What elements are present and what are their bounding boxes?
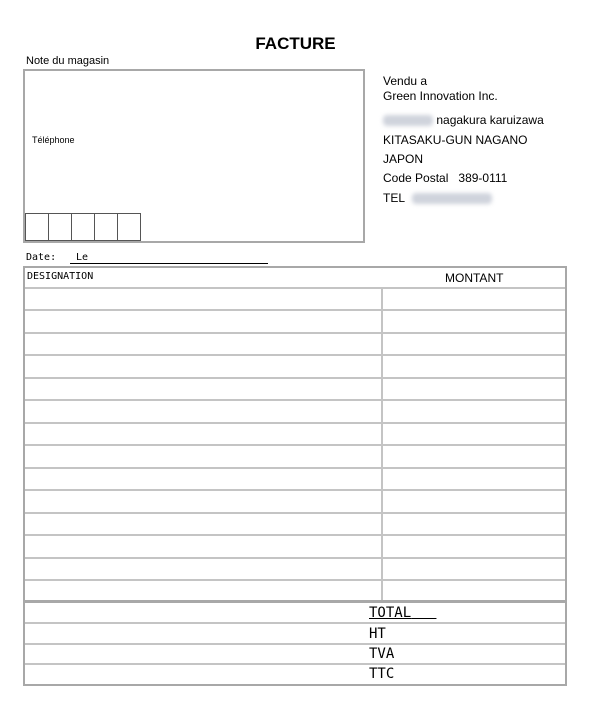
row-divider — [25, 377, 565, 379]
code-boxes — [25, 213, 140, 241]
tel-line — [383, 191, 492, 205]
date-prefix: Le — [76, 252, 89, 263]
row-divider — [25, 557, 565, 559]
redacted-text — [412, 193, 492, 204]
row-divider — [25, 422, 565, 424]
row-divider — [25, 467, 565, 469]
street-text: nagakura karuizawa — [436, 113, 544, 127]
row-divider — [25, 332, 565, 334]
row-divider — [25, 287, 565, 289]
ttc-label: TTC — [369, 666, 395, 682]
district-line: KITASAKU-GUN NAGANO — [383, 133, 528, 147]
sold-to-block — [383, 74, 498, 104]
designation-header: DESIGNATION — [27, 271, 94, 282]
row-divider — [25, 309, 565, 311]
store-note-box — [23, 69, 365, 243]
code-box — [25, 213, 49, 241]
phone-label: Téléphone — [32, 135, 75, 145]
postal-code: 389-0111 — [458, 171, 508, 185]
code-box — [48, 213, 72, 241]
items-table — [23, 266, 567, 686]
totals-separator — [25, 600, 565, 603]
street-line — [383, 113, 544, 127]
row-divider — [25, 444, 565, 446]
code-box — [94, 213, 118, 241]
row-divider — [25, 643, 565, 645]
row-divider — [25, 622, 565, 624]
column-divider — [381, 288, 383, 600]
row-divider — [25, 399, 565, 401]
postal-line — [383, 171, 507, 185]
row-divider — [25, 534, 565, 536]
ht-label: HT — [369, 626, 386, 642]
total-label: TOTAL — [369, 605, 412, 621]
row-divider — [25, 354, 565, 356]
tel-label: TEL — [383, 191, 405, 205]
date-underline — [70, 263, 268, 264]
date-label: Date: — [26, 252, 57, 263]
company-name: Green Innovation Inc. — [383, 89, 498, 103]
row-divider — [25, 663, 565, 665]
postal-label: Code Postal — [383, 171, 449, 185]
code-box — [71, 213, 95, 241]
row-divider — [25, 489, 565, 491]
code-box — [117, 213, 141, 241]
row-divider — [25, 512, 565, 514]
country-line: JAPON — [383, 152, 424, 166]
redacted-text — [383, 115, 433, 126]
amount-header: MONTANT — [445, 271, 504, 285]
row-divider — [25, 579, 565, 581]
invoice-title: FACTURE — [255, 34, 336, 53]
tva-label: TVA — [369, 646, 395, 662]
sold-to-label: Vendu a — [383, 74, 428, 88]
store-note-label: Note du magasin — [26, 55, 110, 67]
